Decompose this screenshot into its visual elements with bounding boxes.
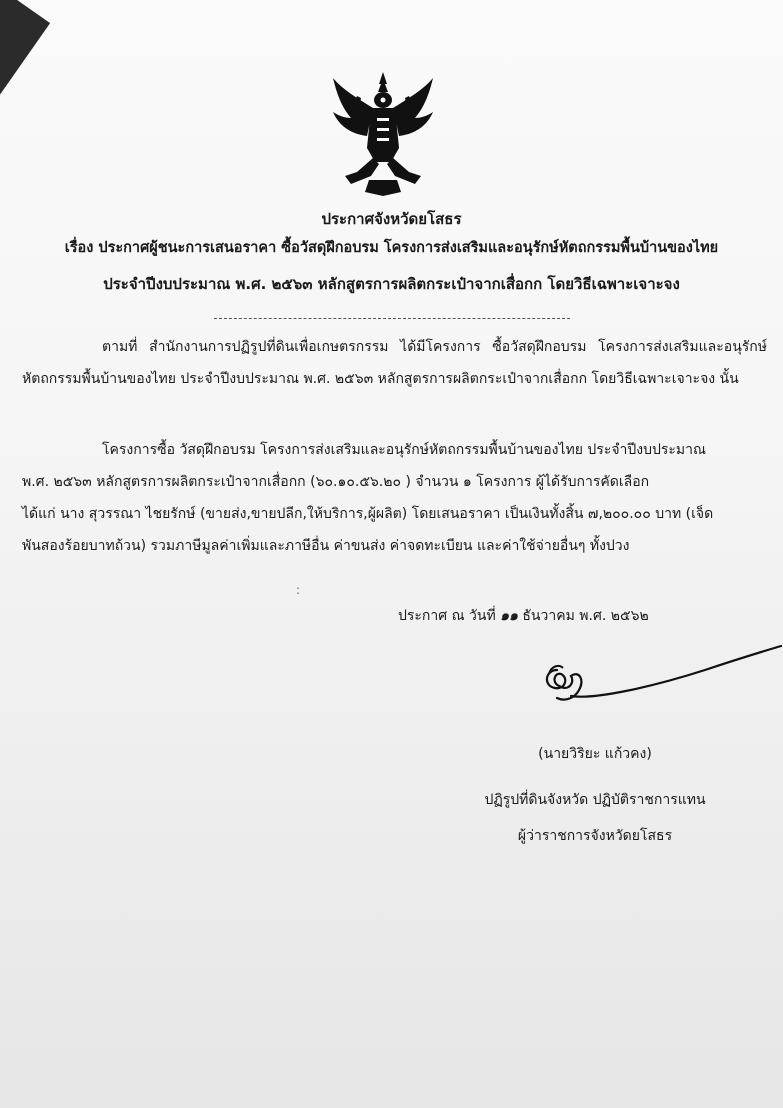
scan-edge-shadow — [0, 0, 50, 211]
announcement-date — [398, 605, 649, 627]
subject-line-1: เรื่อง ประกาศผู้ชนะการเสนอราคา ซื้อวัสดุฝึกอบรม โครงการส่งเสริมและอนุรักษ์หัตถกรรมพื้นบ้านของไทย — [64, 240, 719, 256]
body-paragraph-2 — [22, 434, 767, 562]
paragraph-2-line: ได้แก่ นาง สุวรรณา ไชยรักษ์ (ขายส่ง,ขายปลีก,ให้บริการ,ผู้ผลิต) โดยเสนอราคา เป็นเงินทั้งสิ้น ๗,๒๐๐.๐๐ บาท (เจ็ด — [22, 506, 714, 522]
announcement-title: ประกาศจังหวัดยโสธร — [321, 210, 462, 228]
body-paragraph-1: ตามที่ สำนักงานการปฏิรูปที่ดินเพื่อเกษตรกรรม ได้มีโครงการ ซื้อวัสดุฝึกอบรม โครงการส่งเสริมและอนุรักษ์หัตถกรรมพื้นบ้านของไทย ประจำปีงบประมาณ พ.ศ. ๒๕๖๓ หลักสูตรการผลิตกระเป๋าจากเสื่อกก โดยวิธีเฉพาะเจาะจง นั้น — [22, 339, 767, 387]
date-month-year: ธันวาคม พ.ศ. ๒๕๖๒ — [522, 608, 649, 624]
paragraph-2-line: พ.ศ. ๒๕๖๓ หลักสูตรการผลิตกระเป๋าจากเสื่อกก (๖๐.๑๐.๕๖.๒๐ ) จำนวน ๑ โครงการ ผู้ได้รับการคัดเลือก — [22, 474, 650, 490]
paragraph-2-line: พันสองร้อยบาทถ้วน) รวมภาษีมูลค่าเพิ่มและภาษีอื่น ค่าขนส่ง ค่าจดทะเบียน และค่าใช้จ่ายอื่นๆ ทั้งปวง — [22, 538, 630, 554]
date-prefix: ประกาศ ณ วันที่ — [398, 608, 496, 624]
paragraph-2-line: โครงการซื้อ วัสดุฝึกอบรม โครงการส่งเสริมและอนุรักษ์หัตถกรรมพื้นบ้านของไทย ประจำปีงบประมาณ — [102, 442, 707, 458]
handwritten-signature — [535, 630, 783, 720]
signatory-name: (นายวิริยะ แก้วคง) — [538, 746, 652, 762]
divider-line — [214, 318, 570, 319]
date-day: ๑๑ — [500, 608, 518, 624]
stray-mark: : — [296, 583, 301, 597]
subject-line-2: ประจำปีงบประมาณ พ.ศ. ๒๕๖๓ หลักสูตรการผลิตกระเป๋าจากเสื่อกก โดยวิธีเฉพาะเจาะจง — [103, 275, 680, 293]
signatory-position-1: ปฏิรูปที่ดินจังหวัด ปฏิบัติราชการแทน — [484, 792, 706, 808]
garuda-emblem-icon — [327, 68, 439, 198]
signatory-position-2: ผู้ว่าราชการจังหวัดยโสธร — [517, 828, 673, 844]
